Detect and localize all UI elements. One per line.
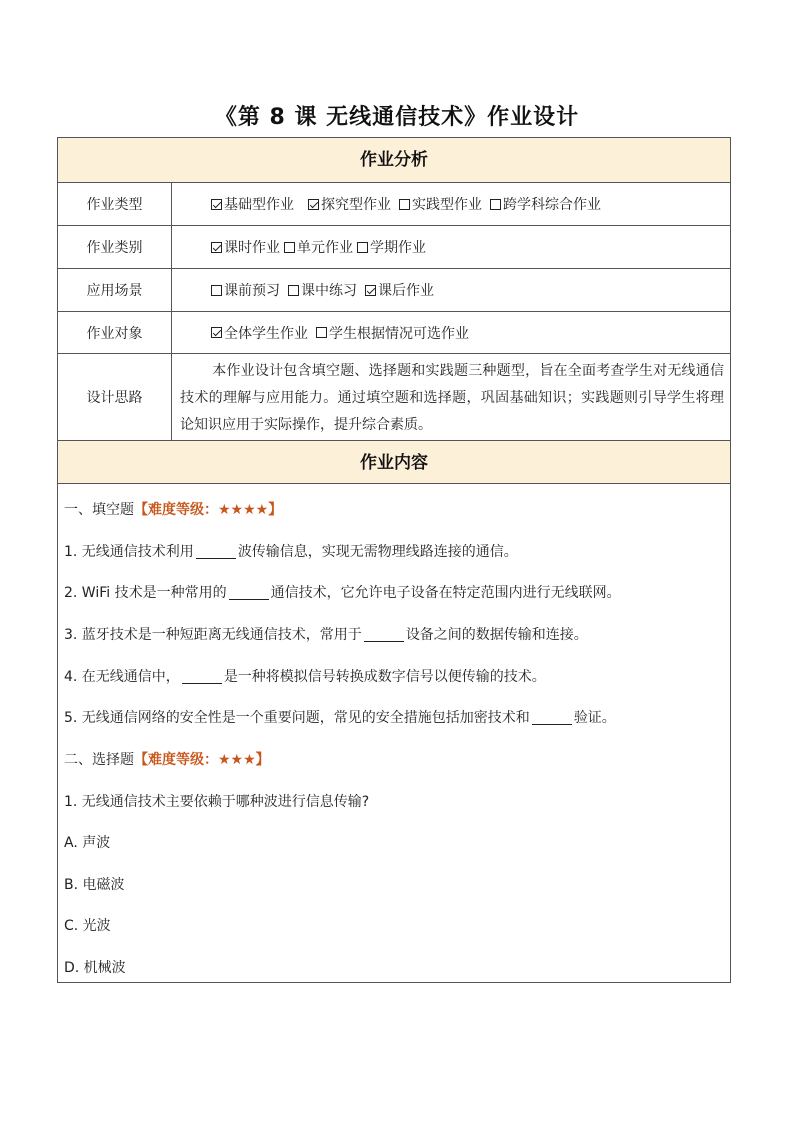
difficulty-rating: 【难度等级：★★★】 bbox=[134, 752, 270, 768]
answer-blank[interactable] bbox=[182, 669, 222, 684]
option-unit[interactable]: 单元作业 bbox=[284, 237, 353, 257]
checkbox-icon[interactable] bbox=[399, 199, 410, 210]
fill-question-2: 2. WiFi 技术是一种常用的 通信技术，它允许电子设备在特定范围内进行无线联网。 bbox=[64, 585, 621, 601]
row-design-idea bbox=[58, 354, 730, 440]
row-options bbox=[172, 226, 730, 268]
option-optional[interactable]: 学生根据情况可选作业 bbox=[316, 323, 469, 343]
fill-question-1: 1. 无线通信技术利用 波传输信息，实现无需物理线路连接的通信。 bbox=[64, 544, 518, 560]
row-options bbox=[172, 183, 730, 225]
row-homework-type bbox=[58, 183, 730, 226]
option-all-students[interactable]: 全体学生作业 bbox=[211, 323, 308, 343]
option-semester[interactable]: 学期作业 bbox=[357, 237, 426, 257]
answer-blank[interactable] bbox=[532, 710, 572, 725]
row-label: 作业类型 bbox=[58, 183, 172, 225]
row-label: 作业对象 bbox=[58, 312, 172, 353]
fill-section-header: 一、填空题【难度等级：★★★★】 bbox=[64, 502, 283, 518]
fill-question-4: 4. 在无线通信中， 是一种将模拟信号转换成数字信号以便传输的技术。 bbox=[64, 669, 546, 685]
analysis-heading: 作业分析 bbox=[58, 138, 730, 183]
difficulty-rating: 【难度等级：★★★★】 bbox=[134, 502, 283, 518]
choice-option-a[interactable]: A. 声波 bbox=[64, 835, 111, 851]
design-text: 本作业设计包含填空题、选择题和实践题三种题型，旨在全面考查学生对无线通信技术的理解与应用能力。通过填空题和选择题，巩固基础知识；实践题则引导学生将理论知识应用于实际操作，提升综合素质。 bbox=[180, 363, 724, 433]
fill-question-5: 5. 无线通信网络的安全性是一个重要问题，常见的安全措施包括加密技术和 验证。 bbox=[64, 710, 616, 726]
checkbox-checked-icon[interactable] bbox=[211, 327, 222, 338]
answer-blank[interactable] bbox=[196, 544, 236, 559]
checkbox-icon[interactable] bbox=[316, 327, 327, 338]
option-basic[interactable]: 基础型作业 bbox=[211, 194, 294, 214]
checkbox-checked-icon[interactable] bbox=[211, 242, 222, 253]
answer-blank[interactable] bbox=[229, 585, 269, 600]
answer-blank[interactable] bbox=[364, 627, 404, 642]
option-practice[interactable]: 实践型作业 bbox=[399, 194, 482, 214]
row-label: 设计思路 bbox=[58, 354, 172, 440]
choice-option-c[interactable]: C. 光波 bbox=[64, 918, 111, 934]
choice-option-b[interactable]: B. 电磁波 bbox=[64, 877, 125, 893]
checkbox-icon[interactable] bbox=[357, 242, 368, 253]
row-options bbox=[172, 269, 730, 311]
document-title: 《第 8 课 无线通信技术》作业设计 bbox=[214, 105, 580, 130]
option-in-class[interactable]: 课中练习 bbox=[288, 280, 357, 300]
row-application-scene bbox=[58, 269, 730, 312]
fill-question-3: 3. 蓝牙技术是一种短距离无线通信技术，常用于 设备之间的数据传输和连接。 bbox=[64, 627, 588, 643]
design-description bbox=[172, 354, 730, 440]
checkbox-icon[interactable] bbox=[211, 285, 222, 296]
option-lesson[interactable]: 课时作业 bbox=[211, 237, 280, 257]
row-label: 作业类别 bbox=[58, 226, 172, 268]
option-after-class[interactable]: 课后作业 bbox=[365, 280, 434, 300]
checkbox-icon[interactable] bbox=[490, 199, 501, 210]
checkbox-checked-icon[interactable] bbox=[365, 285, 376, 296]
checkbox-icon[interactable] bbox=[288, 285, 299, 296]
content-heading: 作业内容 bbox=[58, 440, 730, 484]
row-homework-category bbox=[58, 226, 730, 269]
homework-table bbox=[57, 137, 731, 983]
row-options bbox=[172, 312, 730, 353]
checkbox-icon[interactable] bbox=[284, 242, 295, 253]
checkbox-checked-icon[interactable] bbox=[308, 199, 319, 210]
checkbox-checked-icon[interactable] bbox=[211, 199, 222, 210]
choice-option-d[interactable]: D. 机械波 bbox=[64, 960, 126, 976]
choice-question-1: 1. 无线通信技术主要依赖于哪种波进行信息传输? bbox=[64, 794, 370, 810]
option-inquiry[interactable]: 探究型作业 bbox=[308, 194, 391, 214]
option-preview[interactable]: 课前预习 bbox=[211, 280, 280, 300]
row-label: 应用场景 bbox=[58, 269, 172, 311]
choice-section-header: 二、选择题【难度等级：★★★】 bbox=[64, 752, 270, 768]
option-interdisciplinary[interactable]: 跨学科综合作业 bbox=[490, 194, 601, 214]
row-homework-target bbox=[58, 312, 730, 354]
